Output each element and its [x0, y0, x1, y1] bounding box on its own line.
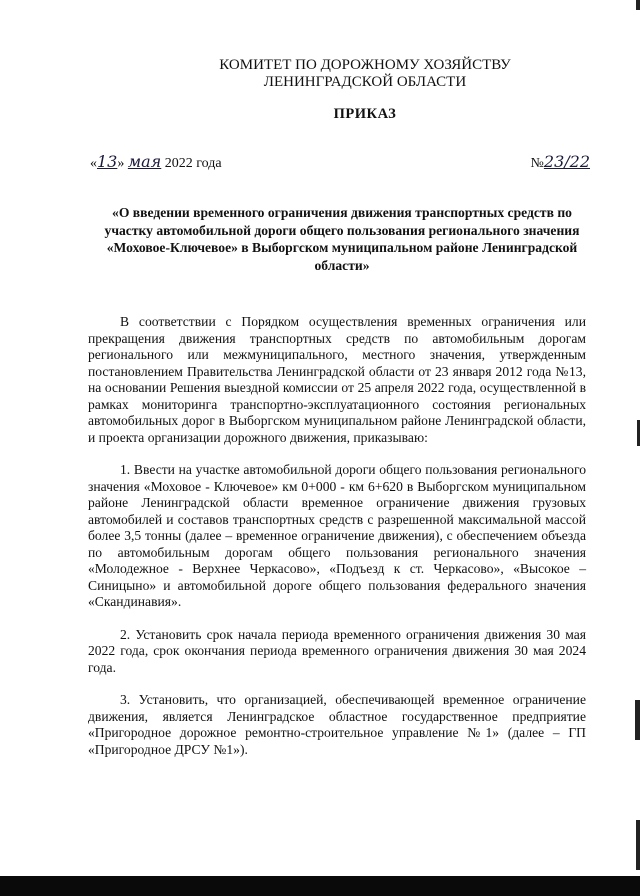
- date-close-quote: »: [117, 156, 125, 171]
- document-title: ПРИКАЗ: [333, 106, 397, 122]
- order-number-prefix: №: [530, 156, 544, 171]
- date-number-line: [90, 150, 590, 172]
- clause-1-paragraph: 1. Ввести на участке автомобильной дороги общего пользования регионального значения «Моховое - Ключевое» км 0+000 - км 6+620 в Выборгском муниципальном районе Ленинградской области временное ограничение движения грузовых автомобилей и составов транспортных средств с разрешенной максимальной массой более 3,5 тонны (далее – временное ограничение движения), с обеспечением объезда по автомобильным дорогам общего пользования регионального значения «Молодежное - Верхнее Черкасово», «Подъезд к ст. Черкасово», «Высокое – Синицыно» и автомобильной дороге общего пользования федерального значения «Скандинавия».: [88, 462, 586, 609]
- order-date: [90, 152, 222, 172]
- order-body: [88, 314, 586, 774]
- scan-edge-mark-lower: [636, 820, 640, 870]
- date-year: 2022 года: [164, 156, 222, 171]
- scan-edge-mark-right: [635, 700, 640, 740]
- order-subject: «О введении временного ограничения движения транспортных средств по участку автомобильной дороги общего пользования регионального значения «Моховое-Ключевое» в Выборгском муниципальном районе Ленинградской области»: [104, 205, 580, 273]
- organization-header: [150, 57, 580, 91]
- organization-name-line2: ЛЕНИНГРАДСКОЙ ОБЛАСТИ: [263, 74, 467, 90]
- date-day-handwritten: 13: [97, 152, 118, 171]
- scan-edge-mark-top: [636, 0, 640, 10]
- preamble-paragraph: В соответствии с Порядком осуществления временных ограничения или прекращения движения транспортных средств по автомобильным дорогам регионального или межмуниципального, местного значения, утвержденным постановлением Правительства Ленинградской области от 23 января 2012 года №13, на основании Решения выездной комиссии от 25 апреля 2022 года, осуществленной в рамках мониторинга транспортно-эксплуатационного состояния региональных автомобильных дорог в Выборгском муниципальном районе Ленинградской области, и проекта организации дорожного движения, приказываю:: [88, 314, 586, 445]
- order-number: [531, 152, 590, 172]
- clause-2-paragraph: 2. Установить срок начала периода временного ограничения движения 30 мая 2022 года, срок окончания периода временного ограничения движения 30 мая 2024 года.: [88, 626, 586, 675]
- order-number-handwritten: 23/22: [543, 152, 590, 171]
- clause-3-paragraph: 3. Установить, что организацией, обеспечивающей временное ограничение движения, является Ленинградское областное государственное предприятие «Пригородное дорожное ремонтно-строительное управление №1» (далее – ГП «Пригородное ДРСУ №1»).: [88, 692, 586, 757]
- scan-bottom-border: [0, 876, 640, 896]
- organization-name-line1: КОМИТЕТ ПО ДОРОЖНОМУ ХОЗЯЙСТВУ: [219, 57, 511, 73]
- date-open-quote: «: [90, 156, 97, 171]
- date-month-handwritten: мая: [127, 152, 162, 171]
